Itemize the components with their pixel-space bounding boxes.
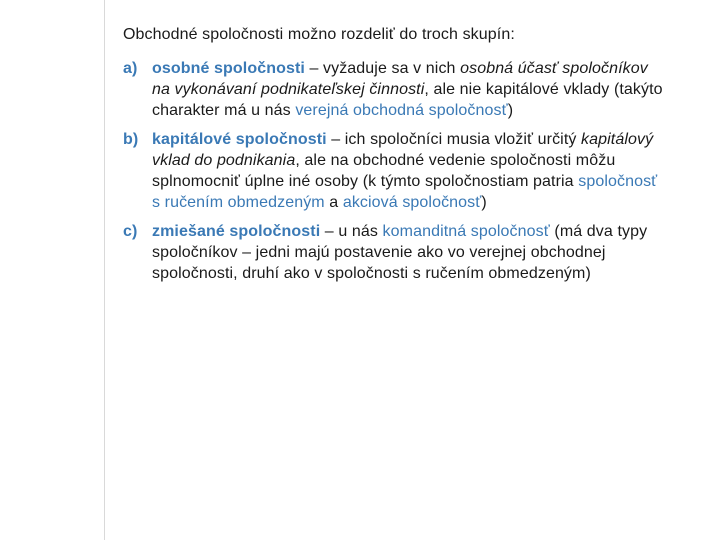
item-text: – vyžaduje sa v nich — [304, 60, 461, 77]
emphasis-text: osobná účasť spoločníkov na vykonávaní podnikateľskej činnosti — [152, 60, 648, 98]
link-limited-partnership[interactable]: komanditná spoločnosť — [382, 223, 550, 240]
term-mixed-companies: zmiešané spoločnosti — [152, 223, 321, 240]
item-text: a — [324, 194, 343, 211]
item-text: ) — [481, 194, 487, 211]
link-limited-liability-company[interactable]: spoločnosť s ručením obmedzeným — [152, 173, 658, 211]
list-item-personal — [123, 58, 668, 121]
list-marker: c) — [123, 223, 138, 240]
emphasis-text: kapitálový vklad do podnikania — [152, 131, 654, 169]
link-general-partnership[interactable]: verejná obchodná spoločnosť — [295, 102, 508, 119]
item-text: , ale na obchodné vedenie spoločnosti môžu splnomocniť úplne iné osoby (k týmto spoločnostiam patria — [152, 152, 616, 190]
company-types-list — [123, 58, 668, 284]
term-personal-companies: osobné spoločnosti — [152, 60, 305, 77]
item-text: – ich spoločníci musia vložiť určitý — [326, 131, 582, 148]
item-text: , ale nie kapitálové vklady (takýto charakter má u nás — [152, 81, 663, 119]
item-text: ) — [507, 102, 514, 119]
list-item-capital — [123, 129, 668, 213]
list-marker: b) — [123, 131, 139, 148]
term-capital-companies: kapitálové spoločnosti — [152, 131, 327, 148]
intro-text: Obchodné spoločnosti možno rozdeliť do troch skupín: — [123, 26, 515, 43]
item-text: (má dva typy spoločníkov – jedni majú postavenie ako vo verejnej obchodnej spoločnosti, druhí ako v spoločnosti s ručením obmedzeným) — [152, 223, 648, 282]
list-marker: a) — [123, 60, 138, 77]
item-text: – u nás — [320, 223, 383, 240]
link-joint-stock-company[interactable]: akciová spoločnosť — [342, 194, 482, 211]
list-item-mixed — [123, 221, 668, 284]
